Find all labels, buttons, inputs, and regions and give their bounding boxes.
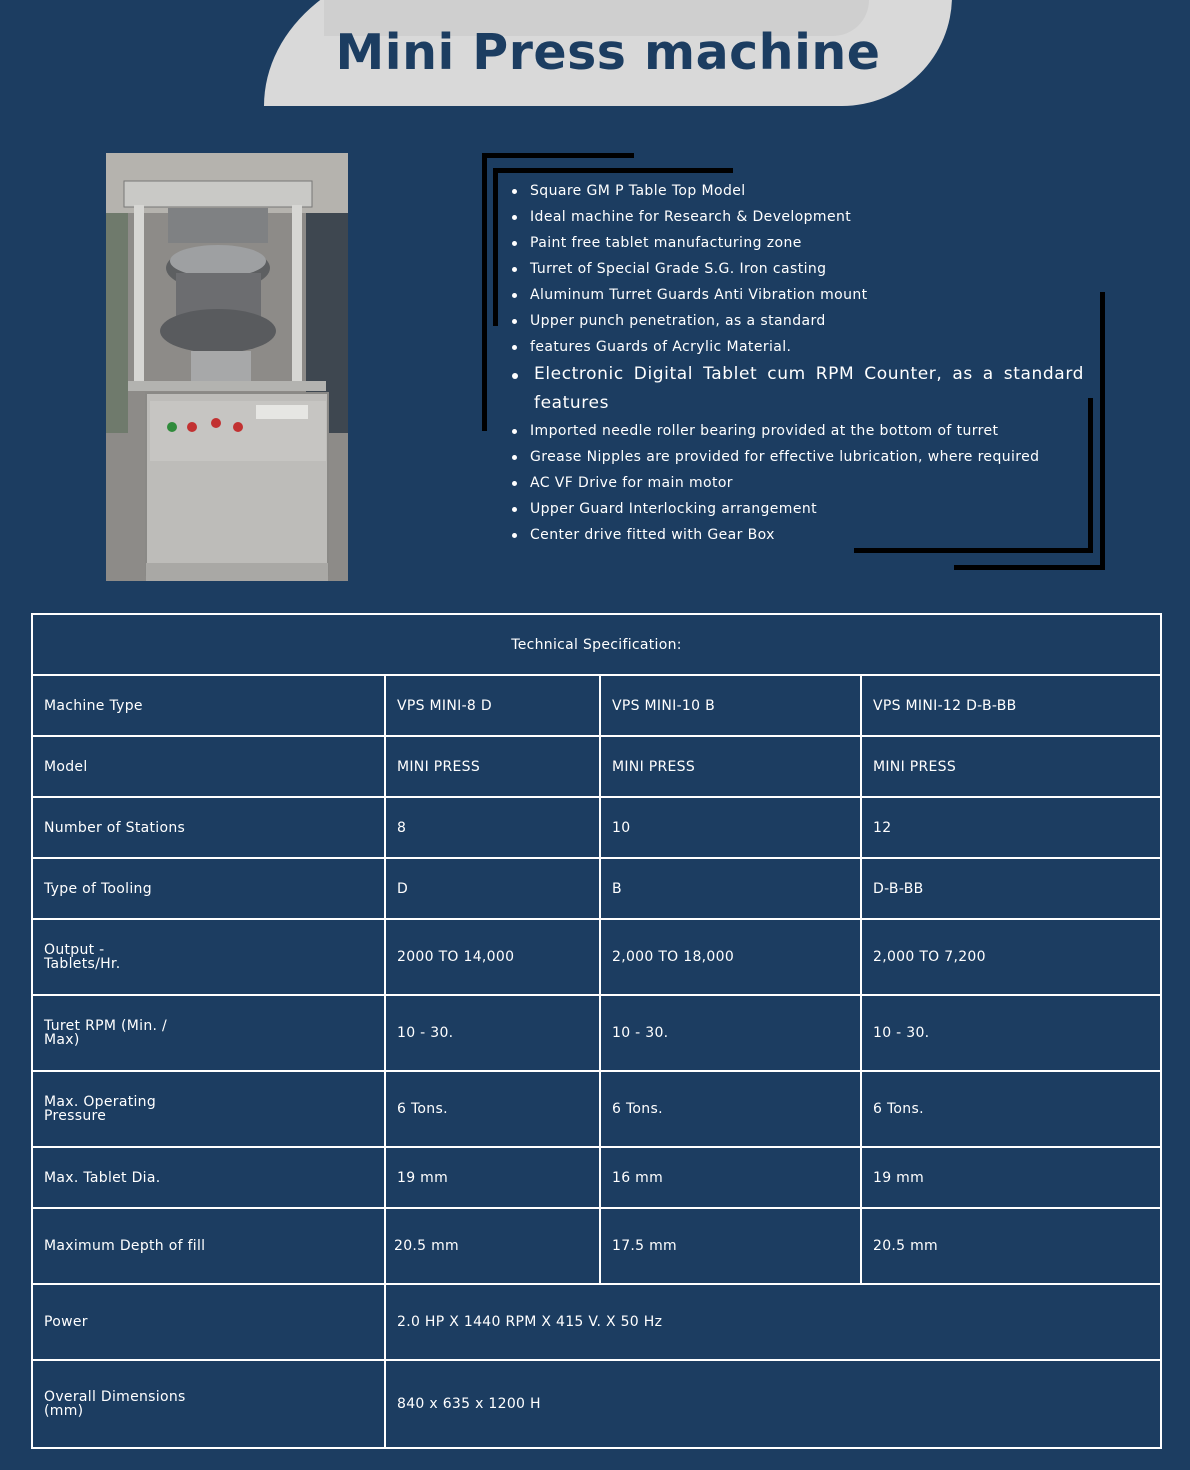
spec-value: 6 Tons.: [385, 1071, 600, 1147]
feature-item: Electronic Digital Tablet cum RPM Counter, as a standard features: [508, 360, 1084, 418]
table-row: [32, 919, 1161, 995]
decor-bracket-bottom: [954, 565, 1105, 570]
decor-bracket-top: [482, 153, 634, 158]
spec-value: 20.5 mm: [385, 1208, 600, 1284]
spec-label: Model: [32, 736, 385, 797]
spec-value: VPS MINI-8 D: [385, 675, 600, 736]
spec-value: 2.0 HP X 1440 RPM X 415 V. X 50 Hz: [385, 1284, 1161, 1360]
spec-value: MINI PRESS: [385, 736, 600, 797]
spec-value: 19 mm: [861, 1147, 1161, 1208]
spec-value: D-B-BB: [861, 858, 1161, 919]
spec-value: 6 Tons.: [861, 1071, 1161, 1147]
spec-label: Output - Tablets/Hr.: [32, 919, 385, 995]
feature-item: Upper Guard Interlocking arrangement: [508, 496, 1088, 522]
spec-value: MINI PRESS: [600, 736, 861, 797]
spec-value: 16 mm: [600, 1147, 861, 1208]
spec-label: Overall Dimensions (mm): [32, 1360, 385, 1448]
spec-label: Maximum Depth of fill: [32, 1208, 385, 1284]
decor-bracket-bottom-inner: [854, 548, 1093, 553]
decor-bracket-top-inner: [493, 168, 733, 173]
spec-value: 2,000 TO 7,200: [861, 919, 1161, 995]
table-row: [32, 736, 1161, 797]
spec-value: B: [600, 858, 861, 919]
spec-value: 10 - 30.: [861, 995, 1161, 1071]
table-row: [32, 858, 1161, 919]
spec-value: 19 mm: [385, 1147, 600, 1208]
spec-value: 2,000 TO 18,000: [600, 919, 861, 995]
feature-list: [508, 178, 1088, 548]
table-row: [32, 1360, 1161, 1448]
decor-bracket-left-inner: [493, 168, 498, 326]
feature-item: AC VF Drive for main motor: [508, 470, 1088, 496]
spec-value: D: [385, 858, 600, 919]
decor-bracket-right: [1100, 292, 1105, 570]
feature-item: features Guards of Acrylic Material.: [508, 334, 1088, 360]
spec-value: 17.5 mm: [600, 1208, 861, 1284]
table-row: [32, 797, 1161, 858]
spec-value: 6 Tons.: [600, 1071, 861, 1147]
spec-value: 840 x 635 x 1200 H: [385, 1360, 1161, 1448]
feature-item: Ideal machine for Research & Development: [508, 204, 1088, 230]
decor-bracket-right-inner: [1088, 398, 1093, 553]
feature-item: Turret of Special Grade S.G. Iron casting: [508, 256, 1088, 282]
feature-item: Paint free tablet manufacturing zone: [508, 230, 1088, 256]
table-row: [32, 1284, 1161, 1360]
table-row: [32, 675, 1161, 736]
page-title: Mini Press machine: [335, 24, 881, 81]
spec-value: VPS MINI-10 B: [600, 675, 861, 736]
spec-value: 10 - 30.: [600, 995, 861, 1071]
spec-label: Type of Tooling: [32, 858, 385, 919]
spec-value: 10: [600, 797, 861, 858]
table-row: [32, 1071, 1161, 1147]
feature-item: Center drive fitted with Gear Box: [508, 522, 1088, 548]
spec-heading: Technical Specification:: [32, 614, 1161, 675]
spec-label: Power: [32, 1284, 385, 1360]
spec-value: 12: [861, 797, 1161, 858]
feature-item: Imported needle roller bearing provided at the bottom of turret: [508, 418, 1088, 444]
spec-label: Max. Tablet Dia.: [32, 1147, 385, 1208]
spec-value: 10 - 30.: [385, 995, 600, 1071]
decor-bracket-left: [482, 153, 487, 431]
table-row: [32, 1208, 1161, 1284]
spec-label: Number of Stations: [32, 797, 385, 858]
spec-value: MINI PRESS: [861, 736, 1161, 797]
spec-label: Machine Type: [32, 675, 385, 736]
table-row: [32, 995, 1161, 1071]
spec-value: VPS MINI-12 D-B-BB: [861, 675, 1161, 736]
spec-table: [31, 613, 1162, 1449]
feature-item: Aluminum Turret Guards Anti Vibration mount: [508, 282, 1088, 308]
spec-label: Max. Operating Pressure: [32, 1071, 385, 1147]
spec-label: Turet RPM (Min. / Max): [32, 995, 385, 1071]
feature-item: Upper punch penetration, as a standard: [508, 308, 1088, 334]
spec-value: 8: [385, 797, 600, 858]
machine-photo: [106, 153, 348, 581]
spec-value: 2000 TO 14,000: [385, 919, 600, 995]
feature-item: Grease Nipples are provided for effective lubrication, where required: [508, 444, 1088, 470]
feature-item: Square GM P Table Top Model: [508, 178, 1088, 204]
spec-value: 20.5 mm: [861, 1208, 1161, 1284]
table-row: [32, 1147, 1161, 1208]
